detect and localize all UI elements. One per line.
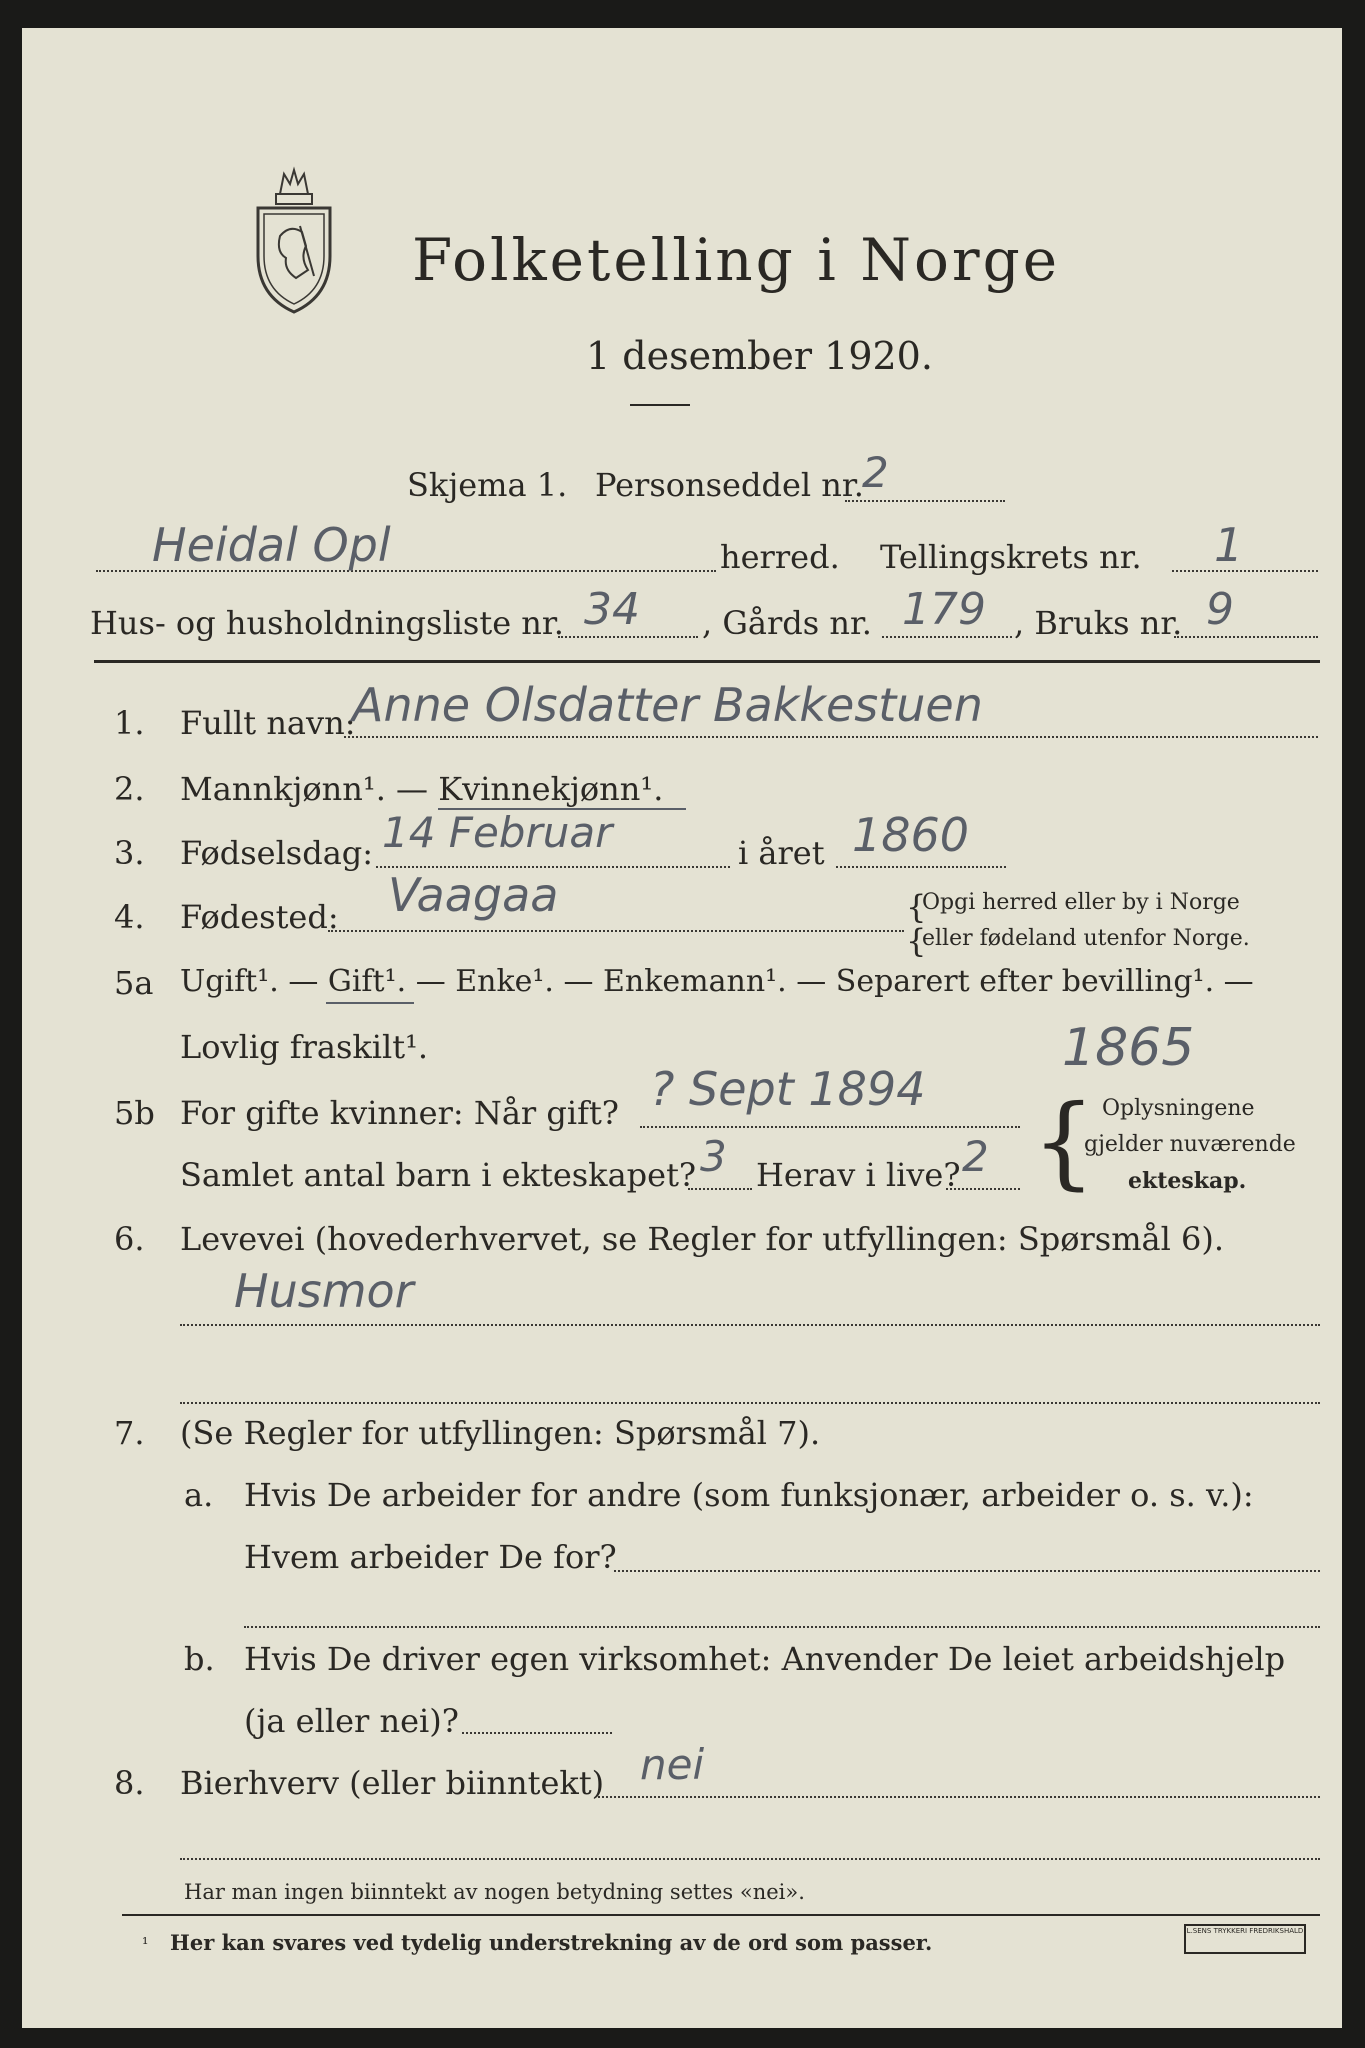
q5b-note-line1: Oplysningene — [1102, 1096, 1255, 1121]
q6-number: 6. — [114, 1220, 145, 1258]
employer-field[interactable] — [614, 1570, 1320, 1572]
q8-number: 8. — [114, 1764, 145, 1802]
form-date: 1 desember 1920. — [586, 334, 933, 378]
q7b-letter: b. — [184, 1640, 215, 1678]
children-label: Samlet antal barn i ekteskapet? — [180, 1156, 697, 1194]
q5b-note-line2: gjelder nuværende — [1084, 1132, 1296, 1157]
personseddel-value[interactable]: 2 — [862, 448, 889, 497]
skjema-label: Skjema 1. — [407, 466, 568, 504]
q7-number: 7. — [114, 1414, 145, 1452]
gift-underline — [326, 1002, 414, 1004]
q1-label: Fullt navn: — [180, 704, 356, 742]
bruks-label: , Bruks nr. — [1014, 604, 1183, 642]
q5b-number: 5b — [114, 1094, 155, 1132]
q4-label: Fødested: — [180, 898, 339, 936]
q7-label: (Se Regler for utfyllingen: Spørsmål 7). — [180, 1414, 821, 1452]
bruks-value[interactable]: 9 — [1206, 584, 1234, 635]
personseddel-label: Personseddel nr. — [595, 466, 864, 504]
q8-label: Bierhverv (eller biinntekt) — [180, 1764, 605, 1802]
husliste-label: Hus- og husholdningsliste nr. — [90, 604, 564, 642]
q7a-letter: a. — [184, 1476, 214, 1514]
header-rule — [94, 660, 1320, 663]
q3-number: 3. — [114, 834, 145, 872]
footnote-text: Her kan svares ved tydelig understrekning av de ord som passer. — [170, 1930, 933, 1955]
birthyear-value[interactable]: 1860 — [852, 808, 970, 862]
printer-stamp: L.SENS TRYKKERI FREDRIKSHALD — [1184, 1924, 1306, 1954]
footer-rule — [122, 1914, 1320, 1916]
q3-year-label: i året — [738, 834, 825, 872]
gender-options: Mannkjønn¹. — Kvinnekjønn¹. — [180, 770, 664, 808]
herred-label: herred. — [720, 538, 840, 576]
full-name-value[interactable]: Anne Olsdatter Bakkestuen — [352, 678, 983, 732]
alive-count-value[interactable]: 2 — [962, 1132, 989, 1181]
q5a-number: 5a — [114, 964, 154, 1002]
gards-label: , Gårds nr. — [702, 604, 872, 642]
q7a-line1: Hvis De arbeider for andre (som funksjonær, arbeider o. s. v.): — [244, 1476, 1254, 1514]
q6-label: Levevei (hovederhvervet, se Regler for utfyllingen: Spørsmål 6). — [180, 1220, 1225, 1258]
title-divider — [630, 404, 690, 406]
norway-coat-of-arms-icon — [250, 166, 338, 316]
husliste-value[interactable]: 34 — [584, 584, 640, 635]
hired-help-field[interactable] — [462, 1732, 612, 1734]
q7b-line2: (ja eller nei)? — [244, 1702, 459, 1740]
q5b-note-line3: ekteskap. — [1128, 1168, 1247, 1194]
birthplace-value[interactable]: Vaagaa — [388, 868, 559, 922]
marital-status-line2: Lovlig fraskilt¹. — [180, 1028, 429, 1066]
q7b-line1: Hvis De driver egen virksomhet: Anvender De leiet arbeidshjelp — [244, 1640, 1286, 1678]
q3-label: Fødselsdag: — [180, 834, 374, 872]
q7a-line2: Hvem arbeider De for? — [244, 1538, 617, 1576]
tellingskrets-label: Tellingskrets nr. — [880, 538, 1142, 576]
q4-note-line1: Opgi herred eller by i Norge — [922, 890, 1240, 915]
side-income-value[interactable]: nei — [640, 1740, 705, 1789]
q5b-married-label: For gifte kvinner: Når gift? — [180, 1094, 619, 1132]
birthdate-value[interactable]: 14 Februar — [382, 808, 613, 857]
footnote-mark: ¹ — [142, 1934, 149, 1953]
q2-number: 2. — [114, 770, 145, 808]
census-form-page: Folketelling i Norge 1 desember 1920. Skjema 1. Personseddel nr. 2 Heidal Opl herred. Tellingskrets nr. 1 Hus- og husholdningsliste nr. 34 , Gårds nr. 179 , Bruks nr. 9 1. Fullt navn: Anne Olsdatter Bakkestuen 2. Mannkjønn¹. — Kvinnekjønn¹. 3. Fødselsdag: 14 Februar i året 1860 4. Fødested: Vaagaa { { Opgi herred eller by i Norge eller fødeland utenfor Norge. 5a Ugift¹. — Gift¹. — Enke¹. — Enkemann¹. — Separert efter bevilling¹. — Lovlig fraskilt¹. 5b For gifte kvinner: Når gift? ? Sept 1894 1865 Samlet antal barn i ekteskapet? 3 Herav i live? 2 { Oplysningene gjelder nuværende ekteskap. 6. Levevei (hovederhvervet, se Regler for utfyllingen: Spørsmål 6). Husmor 7. (Se Regler for utfyllingen: Spørsmål 7). a. Hvis De arbeider for andre (som funksjonær, arbeider o. s. v.): Hvem arbeider De for? b. Hvis De driver egen virksomhet: Anvender De leiet arbeidshjelp (ja eller nei)? 8. Bierhverv (eller biinntekt) nei Har man ingen biinntekt av nogen betydning settes «nei». ¹ Her kan svares ved tydelig understrekning av de ord som passer. L.SENS TRYKKERI FREDRIKSHALD — [22, 28, 1342, 2028]
q4-number: 4. — [114, 898, 145, 936]
marriage-date-value[interactable]: ? Sept 1894 — [650, 1062, 926, 1116]
q1-number: 1. — [114, 704, 145, 742]
tellingskrets-value[interactable]: 1 — [1214, 518, 1244, 572]
herred-value[interactable]: Heidal Opl — [152, 518, 391, 572]
marriage-extra-year: 1865 — [1062, 1018, 1195, 1078]
children-count-value[interactable]: 3 — [700, 1132, 727, 1181]
gards-value[interactable]: 179 — [902, 584, 986, 635]
footer-note: Har man ingen biinntekt av nogen betydning settes «nei». — [184, 1880, 805, 1904]
alive-label: Herav i live? — [756, 1156, 961, 1194]
q4-note-line2: eller fødeland utenfor Norge. — [922, 926, 1250, 951]
occupation-value[interactable]: Husmor — [234, 1264, 414, 1318]
marital-status-options: Ugift¹. — Gift¹. — Enke¹. — Enkemann¹. — Separert efter bevilling¹. — — [180, 964, 1254, 999]
form-title: Folketelling i Norge — [412, 226, 1061, 294]
